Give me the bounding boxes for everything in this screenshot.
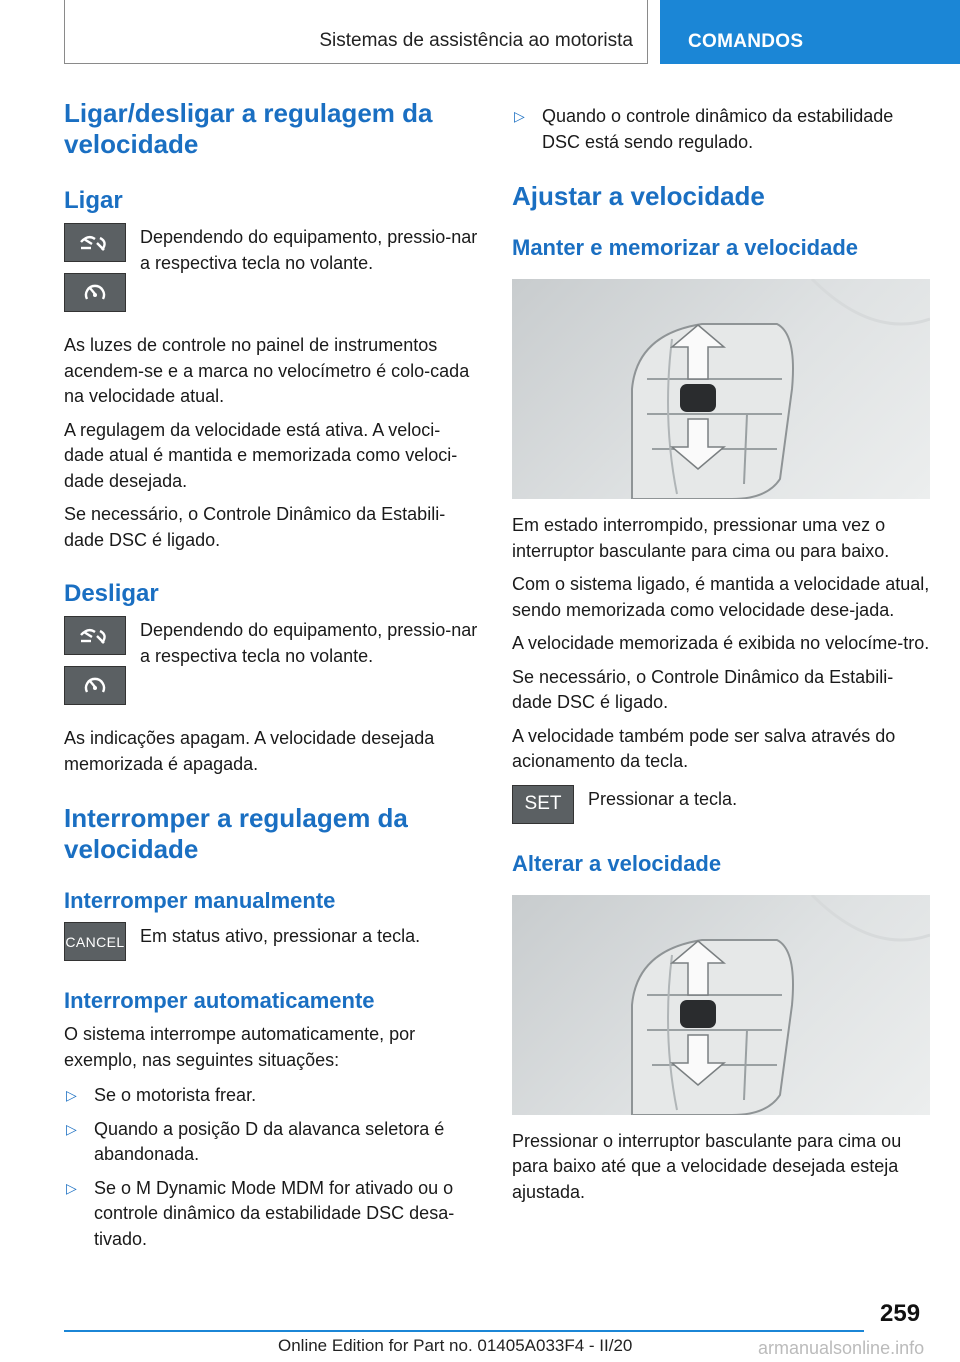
heading-manual: Interromper manualmente <box>64 888 336 913</box>
ligar-paragraph-2: A regulagem da velocidade está ativa. A veloci-dade atual é mantida e memorizada como veloci-dade desejada. <box>64 419 458 491</box>
triangle-right-icon: ▷ <box>66 1087 77 1103</box>
set-text: Pressionar a tecla. <box>588 788 738 809</box>
desligar-icon-text: Dependendo do equipamento, pressio-nar a respectiva tecla no volante. <box>140 620 478 666</box>
desligar-paragraph-1: As indicações apagam. A velocidade desejada memorizada é apagada. <box>64 728 435 774</box>
manual-icon-row <box>64 922 478 961</box>
top-list <box>512 104 930 155</box>
chapter-tab <box>660 0 960 64</box>
heading-alterar: Alterar a velocidade <box>512 850 722 876</box>
set-key-label: SET <box>524 793 562 814</box>
manter-paragraph-4: Se necessário, o Controle Dinâmico da Estabili-dade DSC é ligado. <box>512 666 894 712</box>
triangle-right-icon: ▷ <box>66 1120 77 1137</box>
steering-wheel-photo <box>512 279 930 499</box>
ligar-paragraph-1: As luzes de controle no painel de instrumentos acendem-se e a marca no velocímetro é colo-cada na velocidade atual. <box>64 335 470 406</box>
page-number: 259 <box>880 1300 921 1327</box>
ligar-paragraph-3: Se necessário, o Controle Dinâmico da Estabili-dade DSC é ligado. <box>64 504 446 550</box>
list-item: ▷ Se o M Dynamic Mode MDM for ativado ou o controle dinâmico da estabilidade DSC desa-tivado. <box>66 1177 455 1249</box>
edition-text: Online Edition for Part no. 01405A033F4 - II/20 <box>278 1336 633 1355</box>
manter-paragraph-5: A velocidade também pode ser salva através do acionamento da tecla. <box>512 725 896 771</box>
auto-paragraph-1: O sistema interrompe automaticamente, por exemplo, nas seguintes situações: <box>64 1024 416 1070</box>
ligar-icon-text: Dependendo do equipamento, pressio-nar a respectiva tecla no volante. <box>140 227 478 273</box>
steering-wheel-photo-2 <box>512 895 930 1115</box>
heading-onoff: Ligar/desligar a regulagem da velocidade <box>64 98 433 159</box>
footer-divider <box>64 1330 864 1332</box>
triangle-right-icon: ▷ <box>514 108 525 124</box>
left-column <box>64 98 478 1252</box>
manter-paragraph-1: Em estado interrompido, pressionar uma vez o interruptor basculante para cima ou para baixo. <box>512 515 890 561</box>
heading-ligar: Ligar <box>64 187 123 214</box>
list-item: ▷ Se o motorista frear. <box>64 1083 478 1109</box>
cruise-control-icon <box>64 223 126 262</box>
speed-limiter-icon <box>64 666 126 705</box>
heading-auto: Interromper automaticamente <box>64 988 375 1013</box>
desligar-icon-row <box>64 616 478 716</box>
set-icon-row <box>512 785 930 824</box>
header-frame <box>64 0 648 64</box>
right-column <box>512 104 930 1205</box>
auto-list <box>64 1083 478 1252</box>
triangle-right-icon: ▷ <box>66 1179 77 1196</box>
set-key-icon <box>512 785 574 824</box>
ligar-icon-row <box>64 223 478 323</box>
heading-interromper: Interromper a regulagem da velocidade <box>64 803 408 864</box>
alterar-paragraph-1: Pressionar o interruptor basculante para cima ou para baixo até que a velocidade desejada esteja ajustada. <box>512 1130 902 1202</box>
heading-manter: Manter e memorizar a velocidade <box>512 235 859 260</box>
cruise-control-icon <box>64 616 126 655</box>
heading-desligar: Desligar <box>64 580 159 607</box>
speed-limiter-icon <box>64 273 126 312</box>
watermark: armanualsonline.info <box>758 1338 925 1358</box>
manter-paragraph-2: Com o sistema ligado, é mantida a velocidade atual, sendo memorizada como velocidade dese-jada. <box>512 574 930 620</box>
chapter-tab-label: COMANDOS <box>688 31 804 52</box>
manter-paragraph-3: A velocidade memorizada é exibida no velocíme-tro. <box>512 633 930 653</box>
cancel-key-label: CANCEL <box>65 933 125 950</box>
list-item: ▷ Quando a posição D da alavanca seletora é abandonada. <box>66 1118 445 1164</box>
heading-ajustar: Ajustar a velocidade <box>512 181 765 211</box>
manual-text: Em status ativo, pressionar a tecla. <box>140 926 421 946</box>
section-title: Sistemas de assistência ao motorista <box>319 30 633 51</box>
list-item: ▷ Quando o controle dinâmico da estabilidade DSC está sendo regulado. <box>514 106 894 152</box>
cancel-key-icon <box>64 922 126 961</box>
